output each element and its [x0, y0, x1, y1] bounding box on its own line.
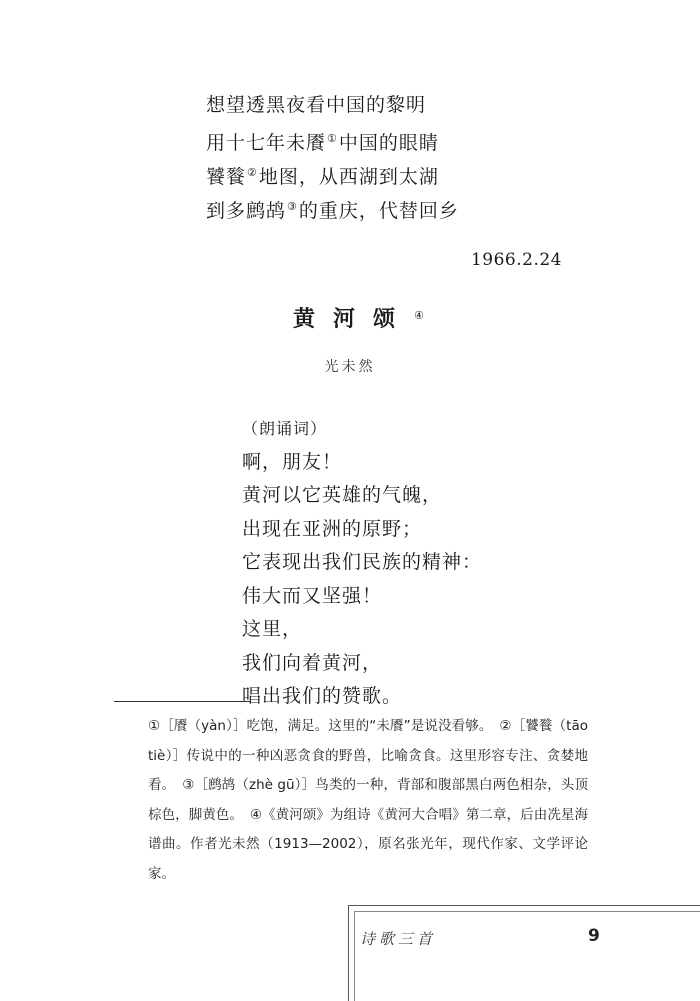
poem-line: 黄河以它英雄的气魄， — [242, 484, 443, 506]
poem-line: 啊，朋友！ — [242, 450, 343, 473]
footnote-ref: ② — [247, 166, 258, 179]
footnotes: ①［餍（yàn）］吃饱，满足。这里的“未餍”是说没看够。 ②［饕餮（tāo tiè）］传说中的一种凶恶贪食的野兽，比喻贪食。这里形容专注、贪婪地看。 ③［鹧鸪（zhè gū）］鸟类的一种，背部和腹部黑白两色相杂，头顶棕色，脚黄色。 ④《黄河颂》为组诗《黄河大合唱》第二章，后由冼星海谱曲。作者光未然（1913—2002），原名张光年，现代作家、文学评论家。 — [148, 718, 588, 882]
poem-line: 它表现出我们民族的精神： — [242, 551, 483, 573]
poem-author: 光未然 — [324, 359, 376, 375]
footnote-divider — [114, 701, 250, 702]
poem-stanza — [206, 88, 459, 224]
footnote-ref: ④ — [414, 309, 424, 322]
stage-direction: （朗诵词） — [242, 419, 328, 438]
poem-title: 黄河颂④ — [293, 306, 424, 332]
poem-line: 我们向着黄河， — [242, 651, 383, 674]
footer-frame-inner — [354, 911, 700, 1001]
poem-line: 到多鹧鸪③的重庆，代替回乡 — [206, 200, 459, 222]
poem-line: 伟大而又坚强！ — [242, 584, 383, 607]
section-label: 诗歌三首 — [360, 930, 437, 948]
poem-line: 用十七年未餍①中国的眼睛 — [206, 132, 439, 154]
poem-body — [242, 412, 482, 714]
poem-line: 想望透黑夜看中国的黎明 — [206, 94, 427, 116]
poem-line: 这里， — [242, 618, 303, 640]
footnote-ref: ① — [327, 132, 338, 145]
poem-line: 唱出我们的赞歌。 — [242, 685, 403, 707]
poem-line: 饕餮②地图，从西湖到太湖 — [206, 166, 439, 188]
footnote-ref: ③ — [287, 200, 298, 213]
poem-line: 出现在亚洲的原野； — [242, 517, 423, 540]
poem-date: 1966.2.24 — [470, 250, 562, 270]
page-number: 9 — [588, 926, 600, 946]
